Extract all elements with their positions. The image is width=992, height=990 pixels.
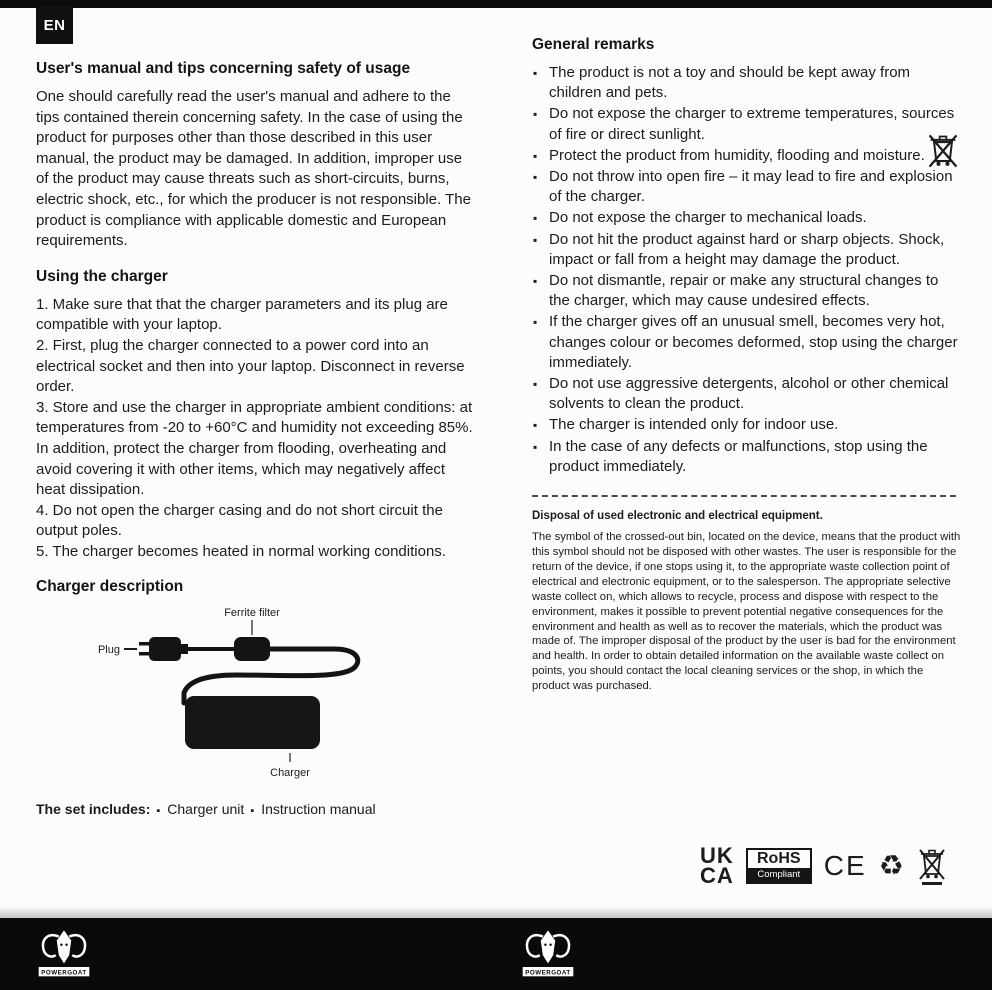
- list-item: ▪ Do not hit the product against hard or sharp objects. Shock, impact or fall from a height may damage the product.: [532, 230, 962, 270]
- list-item: ▪ The charger is intended only for indoor use.: [532, 415, 962, 435]
- rohs-label: RoHS: [757, 850, 801, 867]
- list-item: ▪ Do not expose the charger to extreme temperatures, sources of fire or direct sunlight.: [532, 104, 962, 144]
- safety-paragraph: One should carefully read the user's manual and adhere to the tips contained therein concerning safety. In the case of using the product for purposes other than those described in this user manual, the product may be damaged. In addition, improper use of the product may cause threats such as short-circuits, burns, electric shock, etc., for which the producer is not responsible. The product is compliance with applicable domestic and European requirements.: [36, 88, 471, 250]
- step-item: 2. First, plug the charger connected to a power cord into an electrical socket and then into your laptop. Disconnect in reverse order.: [36, 336, 465, 396]
- plug-label: Plug: [97, 644, 120, 657]
- certification-marks: [700, 845, 948, 887]
- powergoat-logo-text: POWERGOAT: [525, 969, 571, 977]
- list-item: ▪ Do not expose the charger to mechanical loads.: [532, 208, 962, 228]
- ferrite-filter-label: Ferrite filter: [224, 607, 280, 620]
- weee-crossed-bin-icon: [916, 845, 948, 887]
- set-item: ▪ Instruction manual: [244, 801, 375, 817]
- powergoat-logo-text: POWERGOAT: [41, 969, 87, 977]
- disposal-heading: Disposal of used electronic and electrical equipment.: [532, 510, 823, 523]
- description-heading: Charger description: [36, 578, 184, 596]
- ukca-bottom: CA: [700, 863, 734, 888]
- powergoat-logo: [36, 920, 92, 982]
- list-item: ▪ Do not dismantle, repair or make any structural changes to the charger, which may cause undesired effects.: [532, 271, 962, 311]
- ukca-mark: [700, 843, 734, 888]
- step-item: 3. Store and use the charger in appropriate ambient conditions: at temperatures from -20 to +60°C and humidity not exceeding 85%. In addition, protect the charger from flooding, overheating and avoid covering it with other items, which may negatively affect heat dissipation.: [36, 398, 473, 499]
- bottom-black-bar: [0, 918, 992, 990]
- list-item: ▪ Do not use aggressive detergents, alcohol or other chemical solvents to clean the product.: [532, 374, 962, 414]
- step-item: 5. The charger becomes heated in normal working conditions.: [36, 542, 446, 560]
- top-black-bar: [0, 0, 992, 8]
- language-badge: [36, 6, 73, 44]
- rohs-mark: [746, 848, 812, 884]
- list-item: ▪ Protect the product from humidity, flooding and moisture.: [532, 146, 962, 166]
- general-remarks-list: [532, 63, 962, 477]
- disposal-paragraph: The symbol of the crossed-out bin, located on the device, means that the product with this symbol should not be disposed with other wastes. The user is responsible for the return of the device, if one stops using it, to the appropriate waste collection point of electrical and electronic equipment, or to the salesperson. The appropriate selective waste collect on, which allows to recycle, process and dispose with respect to the environment, makes it possible to prevent potential negative consequences for the environment and health as well as to recover the materials, which the product was made of. The improper disposal of the product by the user is bad for the environment and health. In order to obtain detailed information on the available waste collect on points, you should contact the local cleaning services or the shop, in which the product was purchased.: [532, 531, 961, 693]
- using-heading: Using the charger: [36, 267, 168, 285]
- language-badge-label: EN: [43, 16, 66, 34]
- set-includes-line: [36, 801, 473, 817]
- cable-curve: [184, 649, 358, 703]
- dashed-divider: [532, 495, 956, 497]
- list-item: ▪ In the case of any defects or malfunctions, stop using the product immediately.: [532, 437, 962, 477]
- list-item: ▪ The product is not a toy and should be kept away from children and pets.: [532, 63, 962, 103]
- left-column: [36, 60, 473, 817]
- ce-mark: CE: [823, 850, 867, 881]
- powergoat-logo: [520, 920, 576, 982]
- step-item: 1. Make sure that that the charger parameters and its plug are compatible with your laptop.: [36, 295, 448, 334]
- right-column: [532, 36, 962, 694]
- rohs-compliant-label: Compliant: [748, 868, 810, 882]
- plug-icon: [139, 637, 188, 661]
- charger-label: Charger: [270, 767, 310, 780]
- list-item: ▪ Do not throw into open fire – it may lead to fire and explosion of the charger.: [532, 167, 962, 207]
- crossed-bin-icon: [928, 132, 958, 170]
- list-item: ▪ If the charger gives off an unusual smell, becomes very hot, changes colour or becomes deformed, stop using the charger immediately.: [532, 312, 962, 373]
- safety-heading: User's manual and tips concerning safety of usage: [36, 60, 411, 77]
- general-remarks-heading: General remarks: [532, 36, 655, 53]
- set-includes-label: The set includes:: [36, 801, 151, 818]
- ferrite-filter-icon: [234, 637, 270, 661]
- using-steps: [36, 295, 473, 563]
- charger-diagram: [36, 605, 473, 785]
- set-item: ▪ Charger unit: [150, 801, 244, 817]
- recycling-icon: ♻: [878, 850, 904, 881]
- ukca-top: UK: [700, 843, 734, 868]
- step-item: 4. Do not open the charger casing and do not short circuit the output poles.: [36, 501, 443, 540]
- charger-body-icon: [185, 696, 320, 749]
- page-edge-shadow: [0, 906, 992, 918]
